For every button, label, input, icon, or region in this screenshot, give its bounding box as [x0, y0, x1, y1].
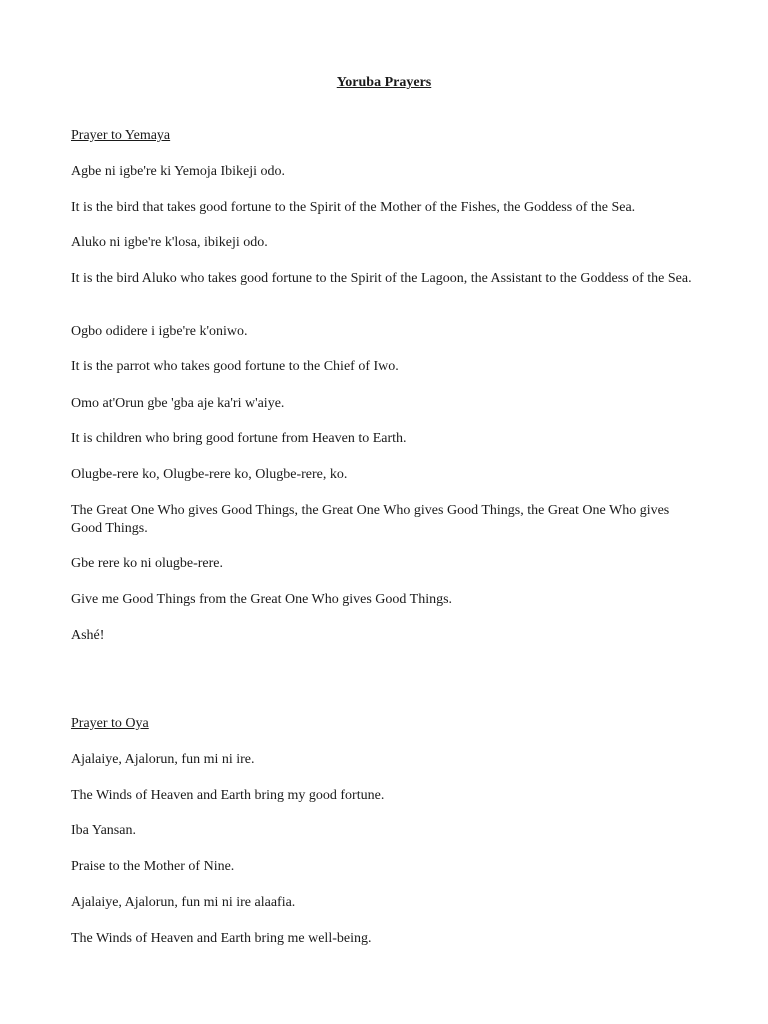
section-heading-yemaya: Prayer to Yemaya [71, 128, 171, 143]
prayer-line: Ajalaiye, Ajalorun, fun mi ni ire. [71, 752, 255, 767]
prayer-line: Praise to the Mother of Nine. [71, 859, 235, 874]
prayer-line: Omo at'Orun gbe 'gba aje ka'ri w'aiye. [71, 396, 285, 411]
document-title: Yoruba Prayers [336, 75, 432, 90]
prayer-line: The Winds of Heaven and Earth bring me well-being. [71, 931, 372, 946]
prayer-line: Gbe rere ko ni olugbe-rere. [71, 556, 223, 571]
section-heading-oya: Prayer to Oya [71, 716, 149, 731]
prayer-line: The Great One Who gives Good Things, the Great One Who gives Good Things, the Great One Who gives Good Things. [71, 503, 670, 536]
prayer-line: It is children who bring good fortune from Heaven to Earth. [71, 431, 407, 446]
prayer-line: Ashé! [71, 628, 105, 643]
prayer-line: Ogbo odidere i igbe're k'oniwo. [71, 324, 248, 339]
prayer-line: It is the bird Aluko who takes good fortune to the Spirit of the Lagoon, the Assistant to the Goddess of the Sea. [71, 271, 692, 286]
prayer-line: Iba Yansan. [71, 823, 136, 838]
prayer-line: Olugbe-rere ko, Olugbe-rere ko, Olugbe-rere, ko. [71, 467, 348, 482]
prayer-line: The Winds of Heaven and Earth bring my good fortune. [71, 788, 385, 803]
prayer-line: Aluko ni igbe're k'losa, ibikeji odo. [71, 235, 268, 250]
prayer-line: It is the bird that takes good fortune to the Spirit of the Mother of the Fishes, the Goddess of the Sea. [71, 200, 636, 215]
prayer-line: Ajalaiye, Ajalorun, fun mi ni ire alaafia. [71, 895, 296, 910]
prayer-line: It is the parrot who takes good fortune to the Chief of Iwo. [71, 359, 399, 374]
prayer-line: Agbe ni igbe're ki Yemoja Ibikeji odo. [71, 164, 286, 179]
prayer-line: Give me Good Things from the Great One Who gives Good Things. [71, 592, 453, 607]
